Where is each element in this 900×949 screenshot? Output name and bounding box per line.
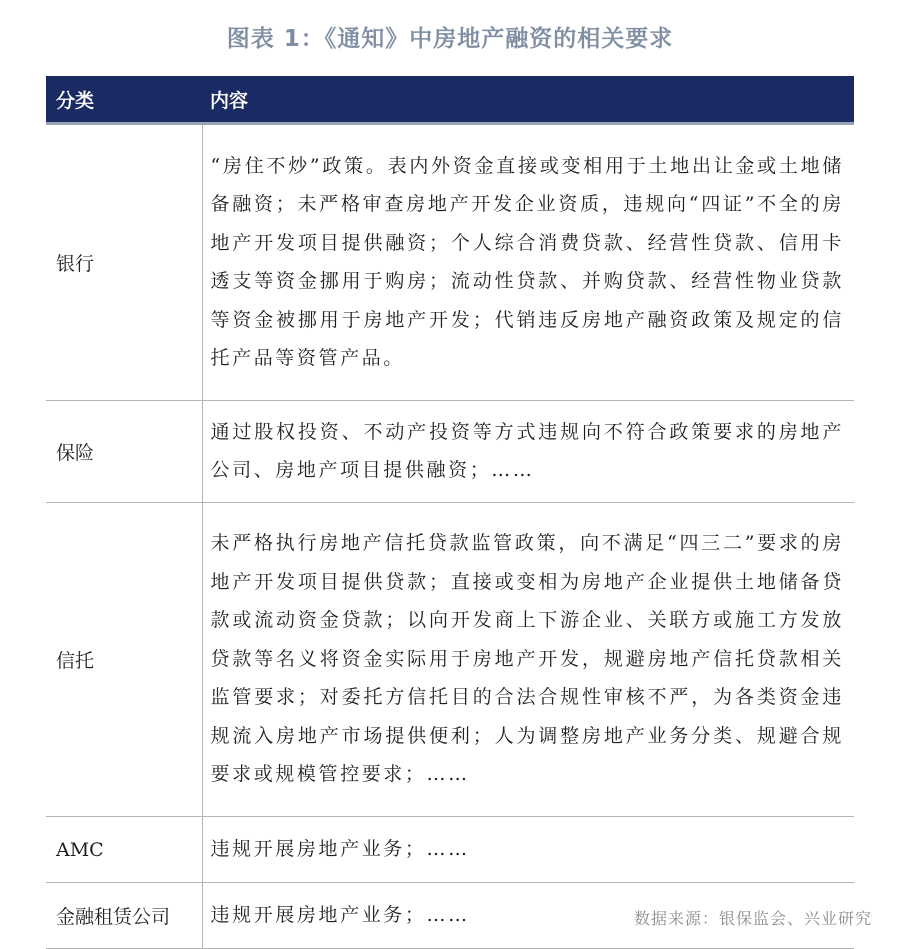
financing-requirements-table [46, 76, 854, 949]
table-row [46, 124, 854, 401]
table-row [46, 817, 854, 883]
row-content: 违规开展房地产业务；…… [202, 883, 854, 949]
row-category: AMC [46, 817, 202, 883]
table-row [46, 401, 854, 503]
row-content: 违规开展房地产业务；…… [202, 817, 854, 883]
row-content: 未严格执行房地产信托贷款监管政策，向不满足“四三二”要求的房地产开发项目提供贷款；直接或变相为房地产企业提供土地储备贷款或流动资金贷款；以向开发商上下游企业、关联方或施工方发放贷款等名义将资金实际用于房地产开发，规避房地产信托贷款相关监管要求；对委托方信托目的合法合规性审核不严，为各类资金违规流入房地产市场提供便利；人为调整房地产业务分类、规避合规要求或规模管控要求；…… [202, 503, 854, 817]
row-category: 保险 [46, 401, 202, 503]
row-content: “房住不炒”政策。表内外资金直接或变相用于土地出让金或土地储备融资；未严格审查房地产开发企业资质，违规向“四证”不全的房地产开发项目提供融资；个人综合消费贷款、经营性贷款、信用卡透支等资金挪用于购房；流动性贷款、并购贷款、经营性物业贷款等资金被挪用于房地产开发；代销违反房地产融资政策及规定的信托产品等资管产品。 [202, 124, 854, 401]
row-category: 金融租赁公司 [46, 883, 202, 949]
header-category: 分类 [46, 76, 202, 124]
row-content: 通过股权投资、不动产投资等方式违规向不符合政策要求的房地产公司、房地产项目提供融资；…… [202, 401, 854, 503]
table-row [46, 503, 854, 817]
data-source-note: 数据来源：银保监会、兴业研究 [633, 909, 872, 928]
row-category: 银行 [46, 124, 202, 401]
figure-title: 图表 1：《通知》中房地产融资的相关要求 [226, 26, 674, 52]
header-content: 内容 [202, 76, 854, 124]
table-header-row [46, 76, 854, 124]
row-category: 信托 [46, 503, 202, 817]
